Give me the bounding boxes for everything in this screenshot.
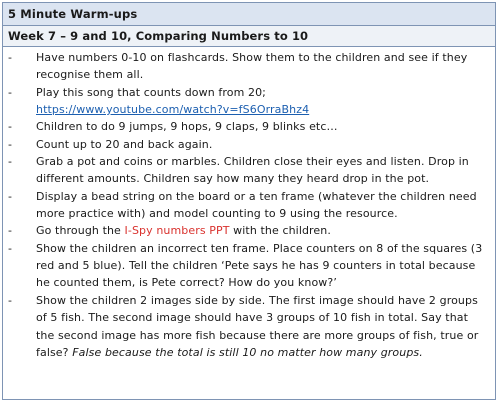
bullet-dash: - (8, 189, 13, 203)
bullet-dash: - (8, 137, 13, 151)
warm-ups-table (2, 2, 496, 400)
table-title: 5 Minute Warm-ups (3, 3, 495, 26)
ppt-resource-highlight: I-Spy numbers PPT (124, 224, 230, 238)
bullet-dash: - (8, 85, 13, 99)
bullet-dash: - (8, 155, 13, 169)
list-item (8, 222, 489, 239)
activity-list (3, 47, 495, 361)
activity-answer: False because the total is still 10 no matter how many groups. (72, 345, 423, 359)
activity-text: Show the children 2 images side by side. The first image should have 2 groups of 5 fish. The second image should have 3 groups of 10 fish in total. Say that the second image has more fish because there are more groups of fish, true or false? (36, 293, 479, 359)
activity-text: Show the children an incorrect ten frame. Place counters on 8 of the squares (3 red and 5 blue). Tell the children ‘Pete says he has 9 counters in total because he counted them, is Pete correct? How do you know?’ (36, 241, 483, 290)
activity-text: Go through the (36, 224, 125, 238)
list-item (8, 153, 489, 188)
list-item (8, 292, 489, 361)
list-item (8, 240, 489, 292)
activity-text: Display a bead string on the board or a ten frame (whatever the children need more practice with) and model counting to 9 using the resource. (36, 189, 477, 221)
bullet-dash: - (8, 51, 13, 64)
activity-text: Play this song that counts down from 20; (36, 85, 266, 99)
bullet-dash: - (8, 241, 13, 255)
song-link[interactable]: https://www.youtube.com/watch?v=fS6OrraBhz4 (36, 103, 310, 117)
list-item (8, 136, 489, 153)
list-item (8, 118, 489, 135)
activity-text: Children to do 9 jumps, 9 hops, 9 claps, 9 blinks etc… (36, 120, 338, 134)
activity-text: with the children. (229, 224, 331, 238)
bullet-dash: - (8, 224, 13, 238)
activity-text: Grab a pot and coins or marbles. Children close their eyes and listen. Drop in different amounts. Children say how many they heard drop in the pot. (36, 155, 469, 186)
list-item (8, 49, 489, 84)
bullet-dash: - (8, 120, 13, 134)
activity-text: Count up to 20 and back again. (36, 137, 213, 151)
week-heading: Week 7 – 9 and 10, Comparing Numbers to 10 (3, 26, 495, 47)
list-item (8, 188, 489, 223)
list-item (8, 84, 489, 119)
activity-text: Have numbers 0-10 on flashcards. Show them to the children and see if they recognise them all. (36, 51, 468, 82)
bullet-dash: - (8, 293, 13, 307)
